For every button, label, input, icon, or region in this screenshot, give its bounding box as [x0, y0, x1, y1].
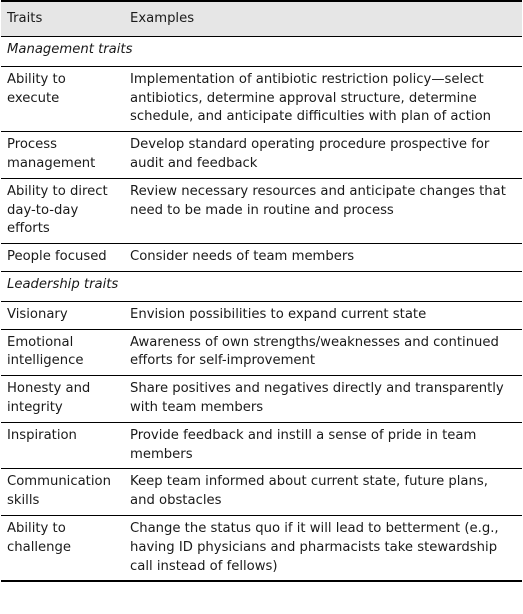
table-row — [1, 376, 522, 423]
section-row-management — [1, 37, 522, 67]
trait-cell: Emotional intelligence — [1, 329, 124, 376]
section-row-leadership — [1, 271, 522, 301]
traits-table — [1, 0, 522, 582]
table-row — [1, 329, 522, 376]
table-row — [1, 244, 522, 272]
example-cell: Keep team informed about current state, future plans, and obstacles — [124, 469, 522, 516]
table-row — [1, 515, 522, 581]
example-cell: Develop standard operating procedure prospective for audit and feedback — [124, 132, 522, 179]
header-examples: Examples — [124, 1, 522, 37]
trait-cell: Ability to execute — [1, 66, 124, 131]
trait-cell: Process management — [1, 132, 124, 179]
table-body — [1, 37, 522, 582]
example-cell: Awareness of own strengths/weaknesses and continued efforts for self-improvement — [124, 329, 522, 376]
trait-cell: Honesty and integrity — [1, 376, 124, 423]
trait-cell: Visionary — [1, 301, 124, 329]
table-row — [1, 132, 522, 179]
section-title: Management traits — [1, 37, 522, 67]
example-cell: Envision possibilities to expand current state — [124, 301, 522, 329]
example-cell: Consider needs of team members — [124, 244, 522, 272]
table-row — [1, 66, 522, 131]
header-row — [1, 1, 522, 37]
example-cell: Change the status quo if it will lead to betterment (e.g., having ID physicians and pharmacists take stewardship call instead of fellows) — [124, 515, 522, 581]
table-row — [1, 178, 522, 243]
trait-cell: Ability to challenge — [1, 515, 124, 581]
example-cell: Review necessary resources and anticipate changes that need to be made in routine and process — [124, 178, 522, 243]
table-row — [1, 301, 522, 329]
example-cell: Implementation of antibiotic restriction policy—select antibiotics, determine approval structure, determine schedule, and anticipate difficulties with plan of action — [124, 66, 522, 131]
table-header — [1, 1, 522, 37]
trait-cell: Communication skills — [1, 469, 124, 516]
trait-cell: People focused — [1, 244, 124, 272]
header-traits: Traits — [1, 1, 124, 37]
section-title: Leadership traits — [1, 271, 522, 301]
trait-cell: Inspiration — [1, 422, 124, 469]
example-cell: Share positives and negatives directly and transparently with team members — [124, 376, 522, 423]
table-row — [1, 422, 522, 469]
table-row — [1, 469, 522, 516]
trait-cell: Ability to direct day-to-day efforts — [1, 178, 124, 243]
example-cell: Provide feedback and instill a sense of pride in team members — [124, 422, 522, 469]
